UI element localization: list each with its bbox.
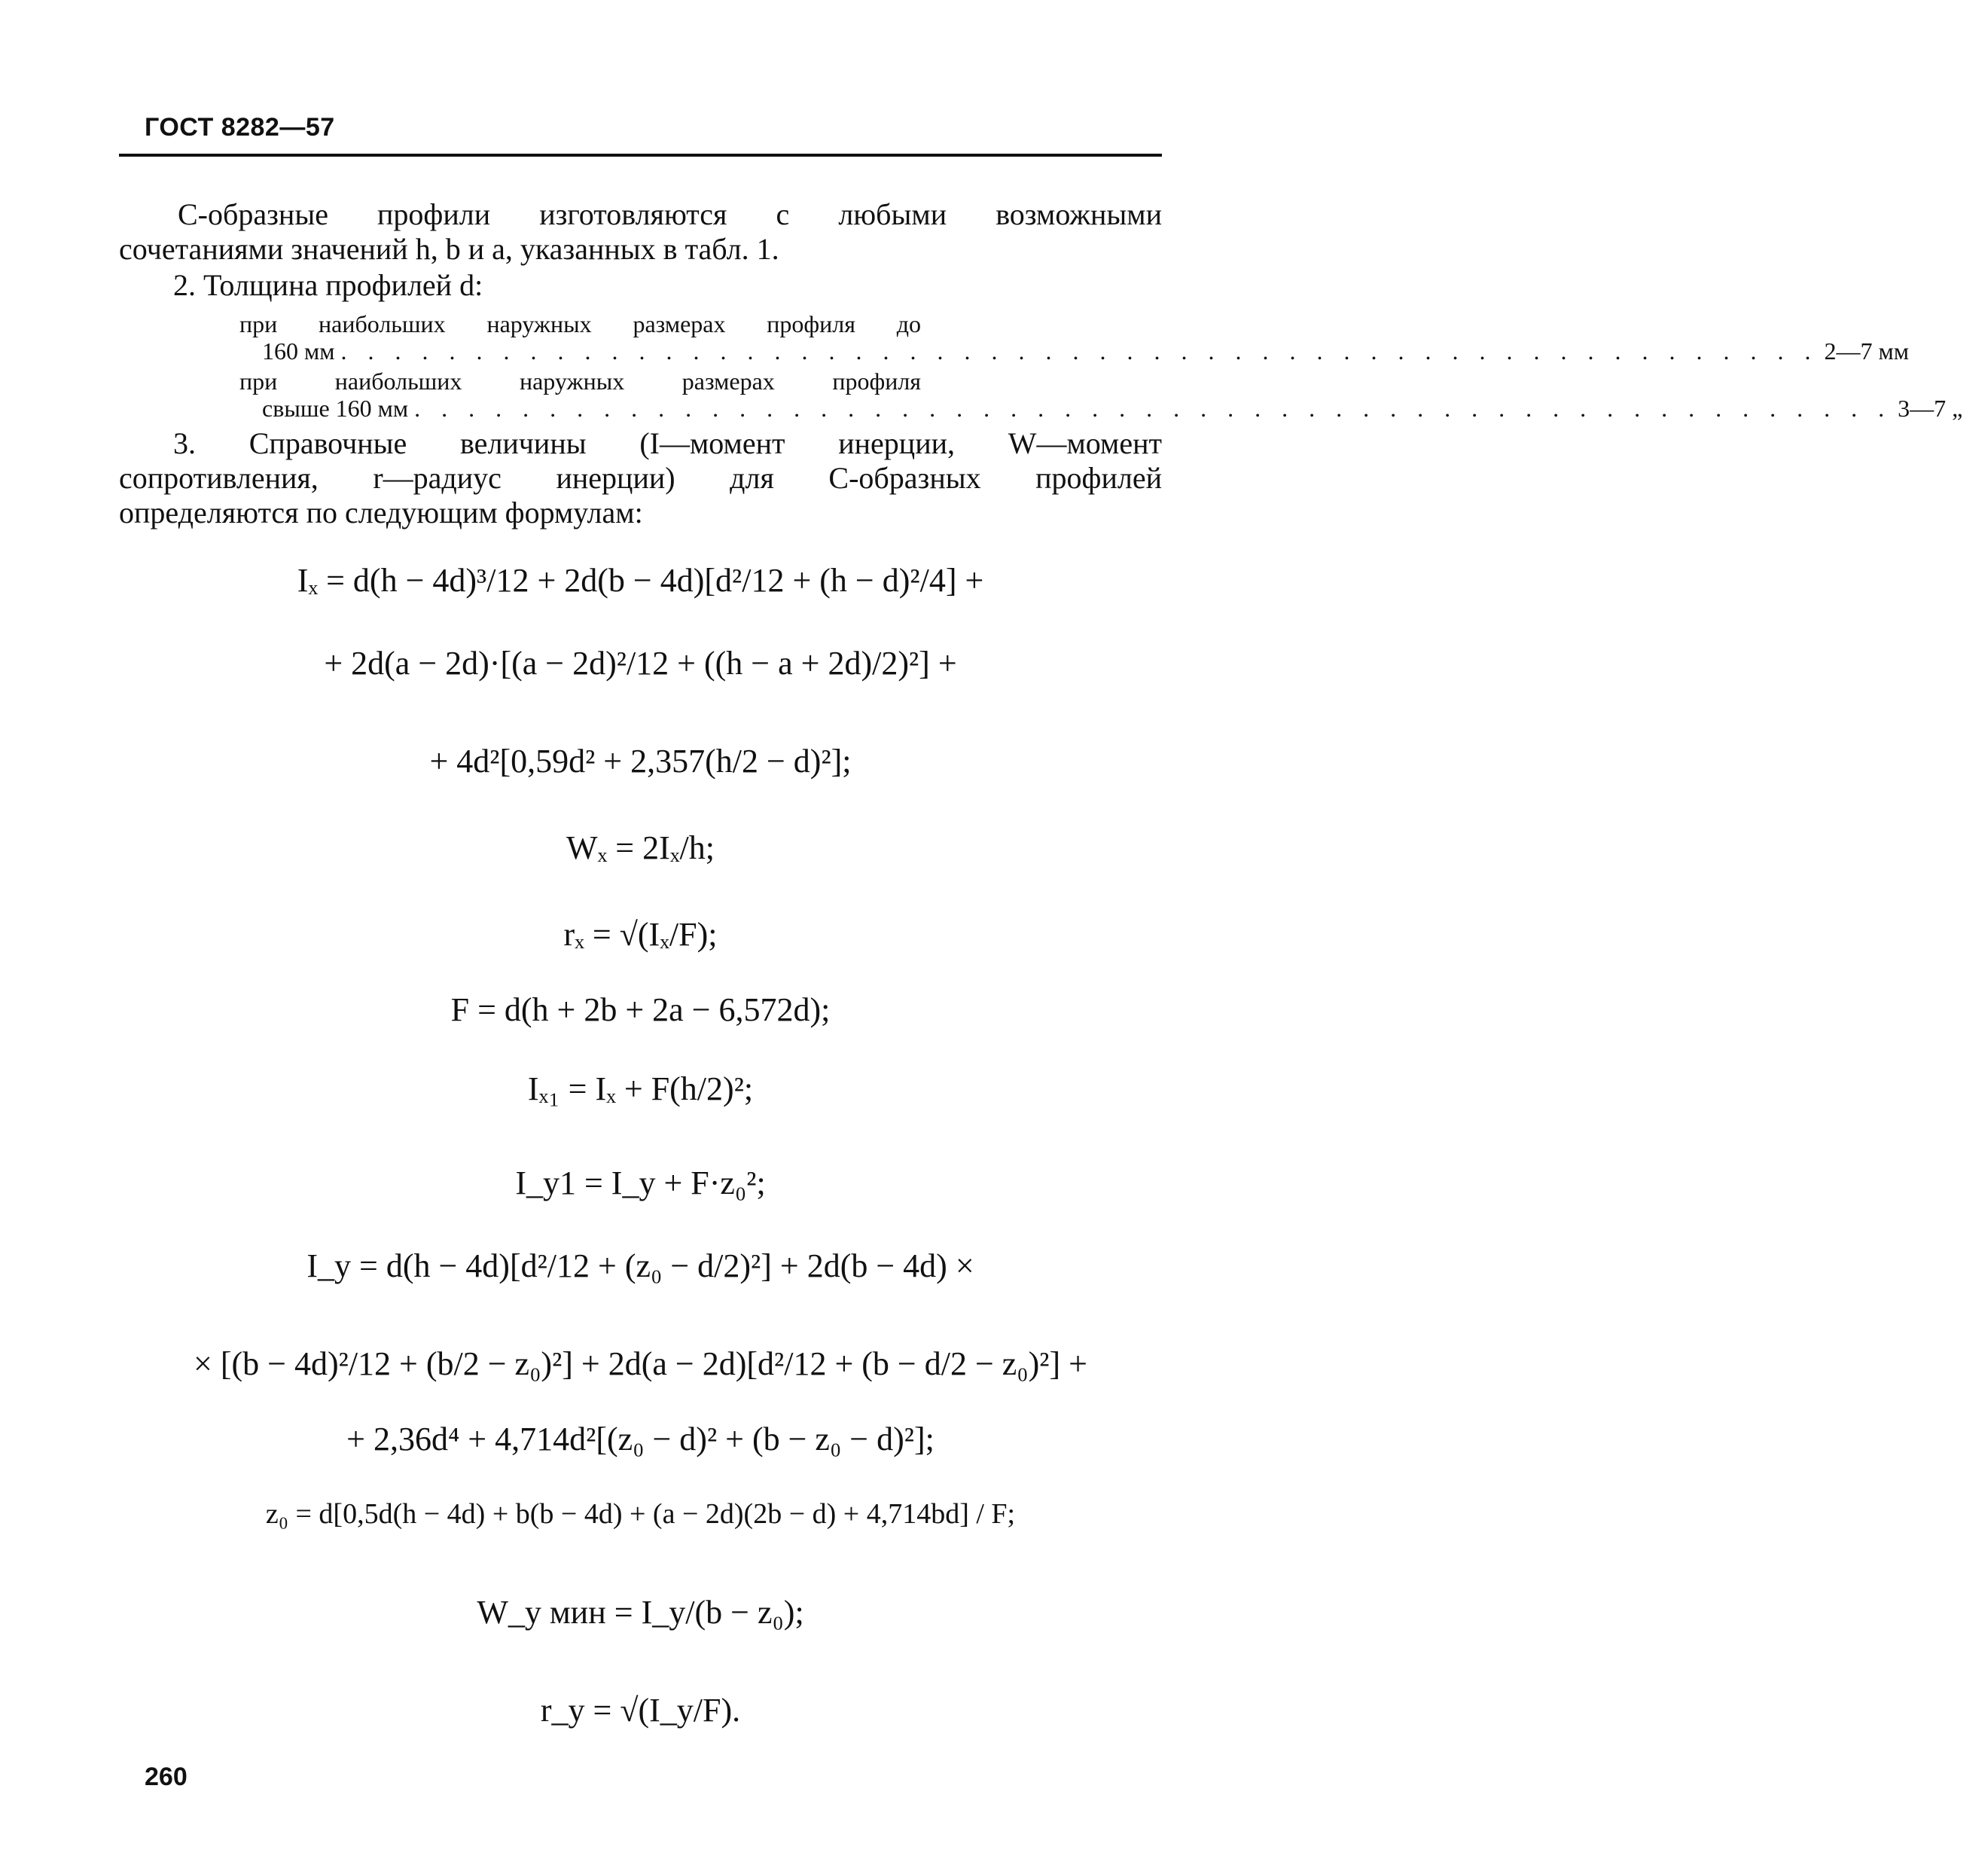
formula-text: rₓ = √(Iₓ/F); (563, 915, 718, 953)
list-item-text: свыше 160 мм (262, 395, 409, 422)
paragraph-line: сопротивления, r—радиус инерции) для С-образных профилей (119, 461, 1162, 495)
formula-ix-line1 (119, 542, 1162, 618)
dot-leader: . . . . . . . . . . . . . . . . . . . . . . . . . . . . . . . . . . . . . . . . . . . . . . . . . . . . . . . (340, 337, 1819, 365)
formula-wy-min (119, 1574, 1162, 1650)
formula-text: F = d(h + 2b + 2a − 6,572d); (450, 990, 831, 1028)
list-item-text: при наибольших наружных размерах профиля (239, 368, 921, 395)
formula-ix-line2 (119, 625, 1162, 700)
formula-text: W_y мин = I_y/(b − z₀); (477, 1593, 804, 1631)
formula-text: + 2,36d⁴ + 4,714d²[(z₀ − d)² + (b − z₀ − d)²]; (346, 1420, 935, 1457)
formula-text: + 2d(a − 2d)·[(a − 2d)²/12 + ((h − a + 2d)/2)²] + (324, 644, 957, 682)
formula-text: Wₓ = 2Iₓ/h; (566, 829, 715, 866)
paragraph-line: С-образные профили изготовляются с любыми возможными (178, 197, 1162, 231)
formula-iy-line1 (119, 1228, 1162, 1303)
standard-header: ГОСТ 8282—57 (145, 113, 335, 142)
formula-text: Iₓ = d(h − 4d)³/12 + 2d(b − 4d)[d²/12 + (h − d)²/4] + (297, 561, 984, 599)
formula-text: I_y1 = I_y + F·z₀²; (515, 1164, 766, 1201)
formula-f (119, 987, 1162, 1032)
paragraph-line: определяются по следующим формулам: (119, 496, 643, 530)
formula-wx (119, 813, 1162, 881)
formula-iy-line3 (119, 1416, 1162, 1461)
list-item-value: 2—7 мм (1824, 337, 1909, 365)
formula-text: z₀ = d[0,5d(h − 4d) + b(b − 4d) + (a − 2d)(2b − d) + 4,714bd] / F; (265, 1498, 1016, 1530)
formula-text: I_y = d(h − 4d)[d²/12 + (z₀ − d/2)²] + 2d(b − 4d) × (306, 1247, 974, 1284)
list-item-leader (262, 337, 1909, 365)
dot-leader: . . . . . . . . . . . . . . . . . . . . . . . . . . . . . . . . . . . . . . . . . . . . . . . . . . . . . . . (414, 395, 1892, 422)
page-number: 260 (145, 1763, 188, 1791)
paragraph-line: 3. Справочные величины (I—момент инерции, W—момент (173, 426, 1162, 460)
formula-ry (119, 1672, 1162, 1747)
paragraph-line: сочетаниями значений h, b и a, указанных в табл. 1. (119, 232, 779, 266)
header-rule (119, 154, 1162, 157)
formula-z0 (119, 1476, 1162, 1552)
formula-text: Iₓ₁ = Iₓ + F(h/2)²; (527, 1070, 754, 1107)
formula-text: × [(b − 4d)²/12 + (b/2 − z₀)²] + 2d(a − 2d)[d²/12 + (b − d/2 − z₀)²] + (194, 1345, 1087, 1382)
paragraph-title: 2. Толщина профилей d: (173, 268, 483, 302)
formula-ix-line3 (119, 723, 1162, 798)
list-item-leader (262, 395, 1963, 422)
formula-iy-line2 (119, 1326, 1162, 1401)
formula-iy1 (119, 1160, 1162, 1205)
formula-rx (119, 896, 1162, 972)
list-item-text: при наибольших наружных размерах профиля до (239, 310, 921, 337)
formula-ix1 (119, 1055, 1162, 1122)
list-item-value: 3—7 „ (1898, 395, 1963, 422)
formula-text: + 4d²[0,59d² + 2,357(h/2 − d)²]; (429, 742, 852, 780)
formula-text: r_y = √(I_y/F). (540, 1691, 741, 1729)
list-item-text: 160 мм (262, 337, 335, 365)
